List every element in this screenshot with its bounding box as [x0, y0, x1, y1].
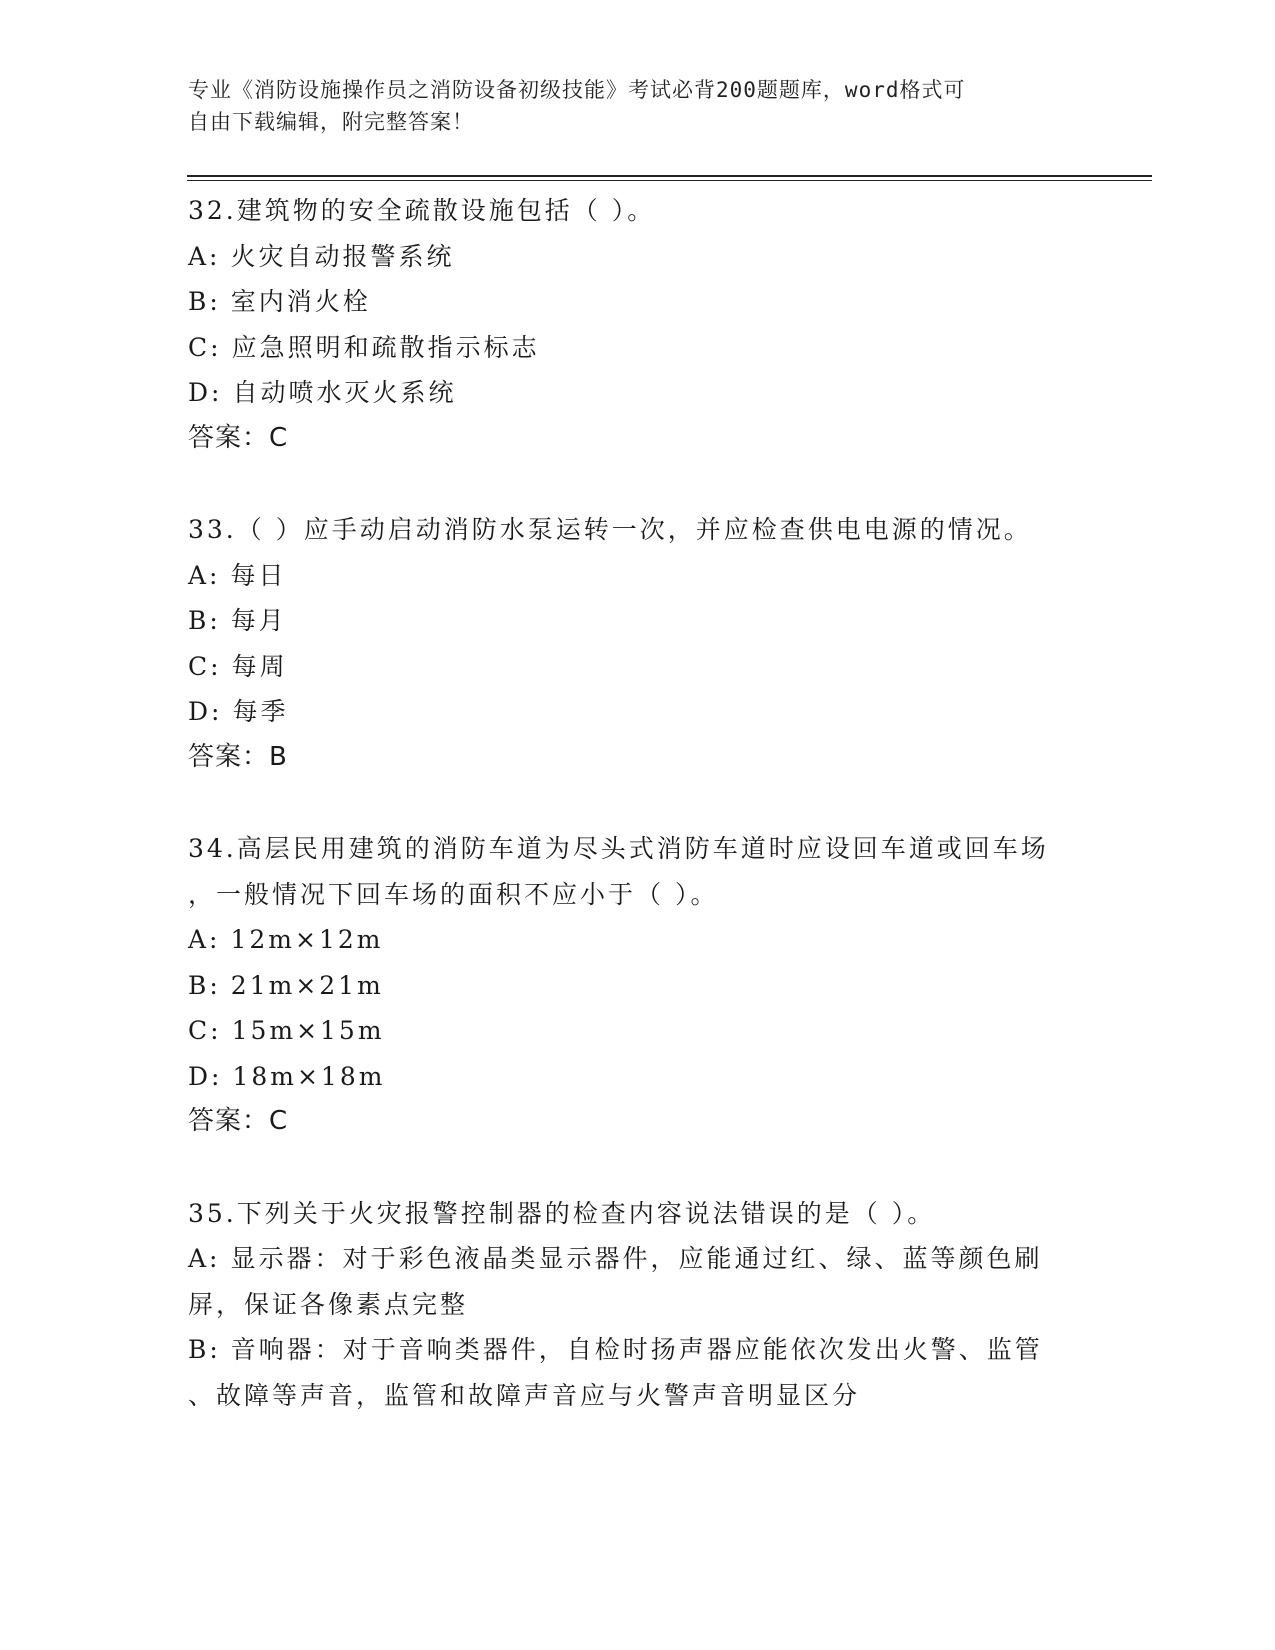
question-text: 33.（ ）应手动启动消防水泵运转一次，并应检查供电电源的情况。	[188, 515, 1032, 544]
option-text: 12m×12m	[230, 925, 384, 954]
option-a	[188, 917, 1088, 963]
header-divider-thin	[187, 180, 1152, 181]
option-b	[188, 279, 1088, 325]
question-33	[188, 507, 1088, 780]
option-d	[188, 370, 1088, 416]
option-text: 室内消火栓	[230, 287, 371, 316]
document-header	[188, 74, 1088, 138]
option-text: 音响器：对于音响类器件，自检时扬声器应能依次发出火警、监管	[230, 1335, 1043, 1364]
option-text: 每月	[230, 606, 287, 635]
option-b-cont: 、故障等声音，监管和故障声音应与火警声音明显区分	[188, 1380, 861, 1410]
option-c	[188, 325, 1088, 371]
option-text: 每季	[232, 697, 289, 726]
option-letter: A:	[188, 560, 221, 590]
question-text-cont: ，一般情况下回车场的面积不应小于（ ）。	[188, 879, 719, 909]
question-text: 32.建筑物的安全疏散设施包括（ ）。	[188, 196, 656, 225]
option-a	[188, 234, 1088, 280]
option-text: 15m×15m	[231, 1016, 385, 1045]
option-letter: C:	[188, 651, 222, 681]
question-35	[188, 1191, 1088, 1419]
option-letter: D:	[188, 1061, 223, 1091]
option-letter: B:	[188, 1335, 221, 1364]
option-text: 18m×18m	[232, 1061, 386, 1091]
option-a-cont: 屏，保证各像素点完整	[188, 1289, 469, 1319]
option-b	[188, 963, 1088, 1009]
option-text: 应急照明和疏散指示标志	[231, 332, 540, 362]
option-a	[188, 1236, 1088, 1282]
option-d	[188, 689, 1088, 735]
option-letter: D:	[188, 378, 223, 407]
option-d	[188, 1054, 1088, 1100]
header-line-2: 自由下载编辑，附完整答案！	[188, 110, 474, 134]
question-34	[188, 826, 1088, 1145]
option-c	[188, 644, 1088, 690]
header-line-1: 专业《消防设施操作员之消防设备初级技能》考试必背200题题库，word格式可	[188, 78, 966, 102]
option-letter: D:	[188, 697, 223, 726]
option-b	[188, 1327, 1088, 1373]
option-text: 自动喷水灭火系统	[232, 378, 457, 407]
option-letter: B:	[188, 287, 221, 316]
option-b	[188, 598, 1088, 644]
option-letter: A:	[188, 241, 221, 271]
question-text: 34.高层民用建筑的消防车道为尽头式消防车道时应设回车道或回车场	[188, 834, 1049, 863]
option-letter: C:	[188, 332, 222, 362]
answer: 答案：C	[188, 1106, 289, 1136]
option-text: 显示器：对于彩色液晶类显示器件，应能通过红、绿、蓝等颜色刷	[230, 1244, 1043, 1273]
question-list	[188, 188, 1088, 1464]
option-c	[188, 1008, 1088, 1054]
option-letter: A:	[188, 1244, 221, 1273]
question-text: 35.下列关于火灾报警控制器的检查内容说法错误的是（ ）。	[188, 1198, 936, 1228]
header-divider-thick	[187, 175, 1152, 177]
answer: 答案：C	[188, 422, 289, 453]
option-letter: C:	[188, 1016, 222, 1045]
option-a	[188, 553, 1088, 599]
option-text: 每周	[231, 651, 288, 681]
question-32	[188, 188, 1088, 461]
answer: 答案：B	[188, 741, 288, 772]
option-letter: A:	[188, 925, 221, 954]
option-letter: B:	[188, 970, 221, 1000]
option-text: 每日	[230, 560, 287, 590]
option-letter: B:	[188, 606, 221, 635]
option-text: 火灾自动报警系统	[230, 241, 455, 271]
option-text: 21m×21m	[230, 970, 384, 1000]
